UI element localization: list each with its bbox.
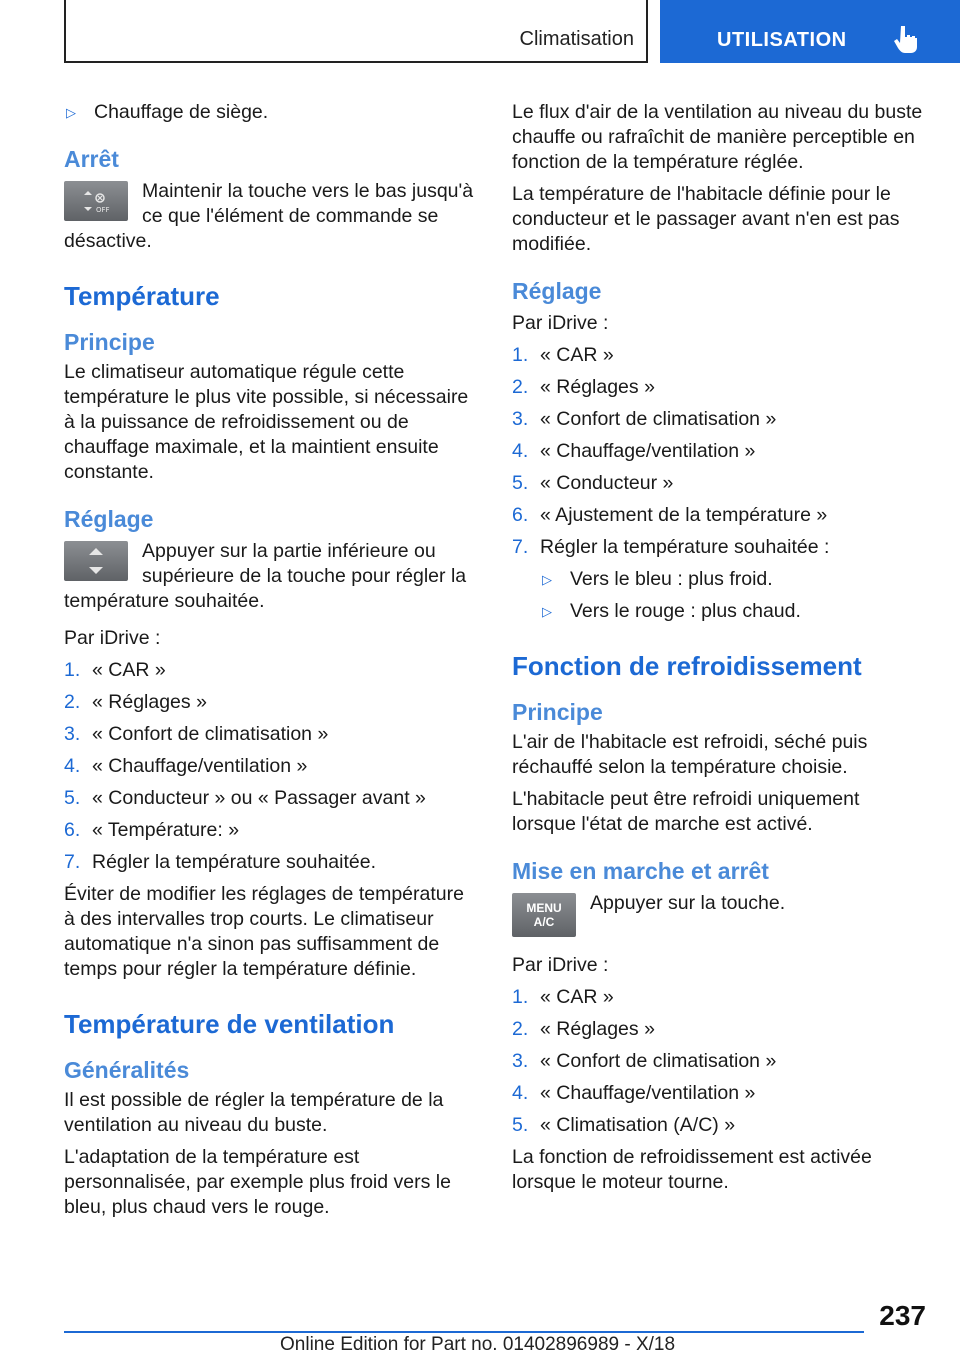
ventilation-temp-heading: Température de ventilation: [64, 1009, 395, 1039]
idrive-label-right: Par iDrive :: [512, 312, 609, 334]
sub-red-item: Vers le rouge : plus chaud.: [570, 600, 801, 622]
list-item: 4. « Chauffage/ventilation »: [64, 755, 308, 777]
list-item: 2. « Réglages »: [512, 376, 655, 398]
reglage-paragraph: [64, 539, 478, 614]
right-column: [512, 100, 928, 1202]
triangle-bullet-icon: ▷: [66, 105, 76, 120]
list-item: 2. « Réglages »: [64, 691, 207, 713]
header-section-box: [64, 0, 648, 63]
right-steps-list-2: [512, 985, 928, 1138]
list-item: 5. « Conducteur » ou « Passager avant »: [64, 787, 426, 809]
chapter-tab: [660, 0, 960, 63]
on-off-heading: Mise en marche et arrêt: [512, 858, 769, 884]
reglage-heading: Réglage: [64, 506, 154, 532]
list-item: 3. « Confort de climatisation »: [64, 723, 329, 745]
list-item: 7. Régler la température souhaitée :: [512, 536, 830, 558]
final-text: La fonction de refroidissement est activée lorsque le moteur tourne.: [512, 1146, 872, 1193]
seat-heating-item: Chauffage de siège.: [94, 101, 269, 123]
idrive-label-right-2: Par iDrive :: [512, 954, 609, 976]
section-title: Climatisation: [519, 28, 634, 50]
habitacle-text: La température de l'habitacle définie pour le conducteur et le passager avant n'en est pas modifiée.: [512, 183, 900, 255]
avoid-text: Éviter de modifier les réglages de température à des intervalles trop courts. Le climatiseur automatique n'a sinon pas suffisamment de temps pour régler la température définie.: [64, 883, 464, 980]
left-steps-list: [64, 658, 478, 875]
list-item: 6. « Ajustement de la température »: [512, 504, 828, 526]
principe-heading-right: Principe: [512, 699, 603, 725]
cooling-heading: Fonction de refroidissement: [512, 651, 862, 681]
up-down-button-icon: [64, 541, 128, 581]
list-item: [512, 599, 928, 624]
temperature-heading: Température: [64, 281, 220, 311]
list-item: 3. « Confort de climatisation »: [512, 1050, 777, 1072]
triangle-bullet-icon: ▷: [542, 604, 552, 619]
on-off-paragraph: [512, 891, 928, 941]
arret-text: Maintenir la touche vers le bas jusqu'à ce que l'élément de commande se désactive.: [64, 180, 474, 252]
arret-heading: Arrêt: [64, 146, 119, 172]
list-item: [64, 100, 478, 125]
list-item: 3. « Confort de climatisation »: [512, 408, 777, 430]
list-item: 1. « CAR »: [64, 659, 166, 681]
principe-text: Le climatiseur automatique régule cette température le plus vite possible, si nécessaire à la puissance de refroidissement ou de chauffage maximale, et la maintient ensuite constante.: [64, 361, 469, 483]
page-number: 237: [879, 1300, 926, 1331]
list-item: [512, 567, 928, 592]
cooling-principe-text-2: L'habitacle peut être refroidi uniquement lorsque l'état de marche est activé.: [512, 788, 860, 835]
triangle-bullet-icon: ▷: [542, 572, 552, 587]
pointing-hand-icon: [892, 23, 924, 55]
reglage-heading-right: Réglage: [512, 278, 602, 304]
svg-text:OFF: OFF: [96, 206, 110, 214]
list-item: 5. « Conducteur »: [512, 472, 674, 494]
generalites-text-2: L'adaptation de la température est personnalisée, par exemple plus froid vers le bleu, plus chaud vers le rouge.: [64, 1146, 451, 1218]
principe-heading: Principe: [64, 329, 155, 355]
list-item: 4. « Chauffage/ventilation »: [512, 1082, 756, 1104]
cooling-principe-text-1: L'air de l'habitacle est refroidi, séché puis réchauffé selon la température choisie.: [512, 731, 868, 778]
on-off-text: Appuyer sur la touche.: [590, 892, 786, 914]
generalites-heading: Généralités: [64, 1057, 190, 1083]
generalites-text-1: Il est possible de régler la température de la ventilation au niveau du buste.: [64, 1089, 444, 1136]
list-item: 4. « Chauffage/ventilation »: [512, 440, 756, 462]
list-item: 1. « CAR »: [512, 986, 614, 1008]
idrive-label: Par iDrive :: [64, 627, 161, 649]
list-item: 5. « Climatisation (A/C) »: [512, 1114, 736, 1136]
fan-off-button-icon: [64, 181, 128, 221]
menu-ac-button-icon: MENU A/C: [512, 893, 576, 937]
reglage-text: Appuyer sur la partie inférieure ou supérieure de la touche pour régler la température souhaitée.: [64, 540, 467, 612]
chapter-tab-label: UTILISATION: [717, 29, 847, 51]
edition-footer: Online Edition for Part no. 01402896989 - X/18: [280, 1334, 676, 1355]
list-item: 7. Régler la température souhaitée.: [64, 851, 376, 873]
right-steps-list: [512, 343, 928, 560]
list-item: 2. « Réglages »: [512, 1018, 655, 1040]
left-column: [64, 100, 478, 1227]
list-item: 6. « Température: »: [64, 819, 240, 841]
footer-divider: [64, 1331, 864, 1333]
list-item: 1. « CAR »: [512, 344, 614, 366]
arret-paragraph: [64, 179, 478, 254]
flux-text: Le flux d'air de la ventilation au niveau du buste chauffe ou rafraîchit de manière perceptible en fonction de la température réglée.: [512, 101, 923, 173]
sub-blue-item: Vers le bleu : plus froid.: [570, 568, 773, 590]
